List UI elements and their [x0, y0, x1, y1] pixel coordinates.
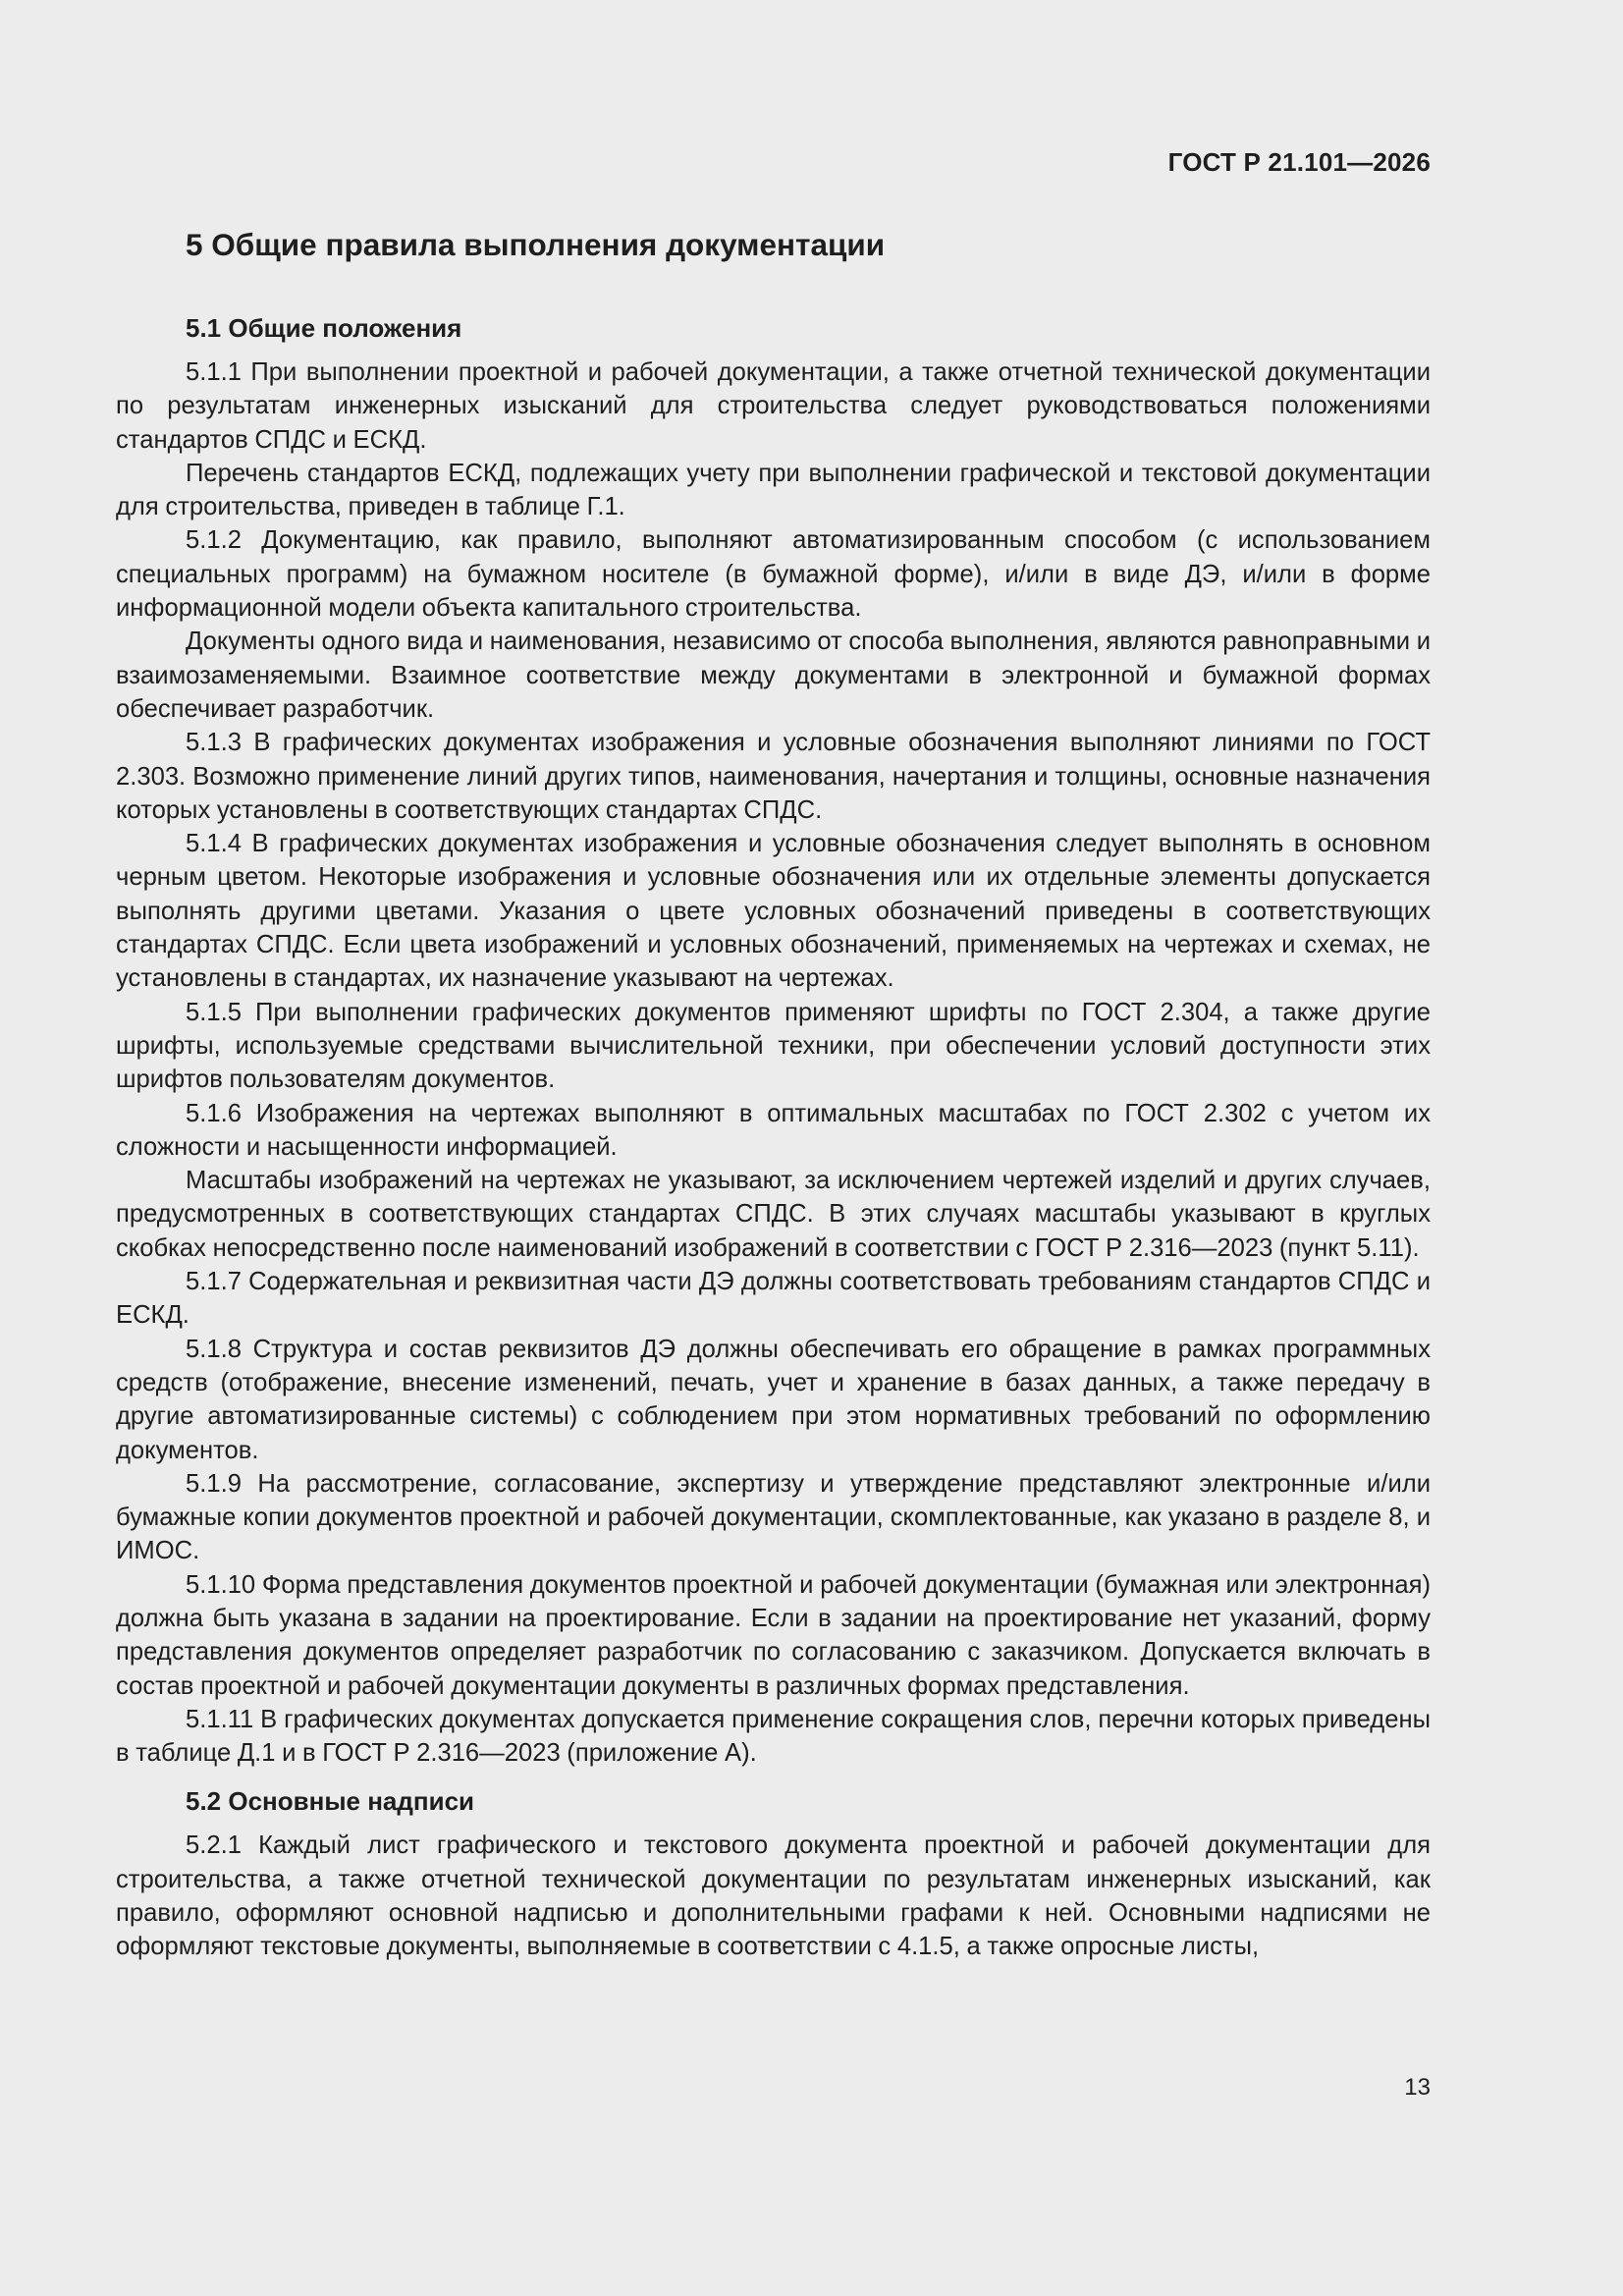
- paragraph-5-1-5: 5.1.5 При выполнении графических документов применяют шрифты по ГОСТ 2.304, а также другие шрифты, используемые средствами вычислительной техники, при обеспечении условий доступности этих шрифтов пользователям документов.: [116, 998, 1431, 1094]
- subsection-title-general: 5.1 Общие положения: [186, 313, 462, 343]
- paragraph-equivalence: Документы одного вида и наименования, независимо от способа выполнения, являются равноправными и взаимозаменяемыми. Взаимное соответствие между документами в электронной и бумажной формах обеспечивает разработчик.: [116, 628, 1431, 723]
- paragraph-5-1-8: 5.1.8 Структура и состав реквизитов ДЭ должны обеспечивать его обращение в рамках программных средств (отображение, внесение изменений, печать, учет и хранение в базах данных, а также передачу в другие автоматизированные системы) с соблюдением при этом нормативных требований по оформлению документов.: [116, 1335, 1431, 1464]
- section-title: 5 Общие правила выполнения документации: [186, 227, 886, 262]
- paragraph-5-1-3: 5.1.3 В графических документах изображения и условные обозначения выполняют линиями по ГОСТ 2.303. Возможно применение линий других типов, наименования, начертания и толщины, основные назначения которых установлены в соответствующих стандартах СПДС.: [116, 729, 1431, 824]
- paragraph-5-1-9: 5.1.9 На рассмотрение, согласование, экспертизу и утверждение представляют электронные и/или бумажные копии документов проектной и рабочей документации, скомплектованные, как указано в разделе 8, и ИМОС.: [116, 1469, 1431, 1565]
- paragraph-5-1-10: 5.1.10 Форма представления документов проектной и рабочей документации (бумажная или электронная) должна быть указана в задании на проектирование. Если в задании на проектирование нет указаний, форму представления документов определяет разработчик по согласованию с заказчиком. Допускается включать в состав проектной и рабочей документации документы в различных формах представления.: [116, 1570, 1431, 1700]
- document-code-header: ГОСТ Р 21.101—2026: [1167, 147, 1431, 177]
- paragraph-5-1-7: 5.1.7 Содержательная и реквизитная части ДЭ должны соответствовать требованиям стандартов СПДС и ЕСКД.: [116, 1268, 1431, 1330]
- paragraph-eskd-list: Перечень стандартов ЕСКД, подлежащих учету при выполнении графической и текстовой документации для строительства, приведен в таблице Г.1.: [116, 459, 1431, 521]
- paragraph-5-1-11: 5.1.11 В графических документах допускается применение сокращения слов, перечни которых приведены в таблице Д.1 и в ГОСТ Р 2.316—2023 (приложение А).: [116, 1705, 1431, 1768]
- paragraph-scales: Масштабы изображений на чертежах не указывают, за исключением чертежей изделий и других случаев, предусмотренных в соответствующих стандартах СПДС. В этих случаях масштабы указывают в круглых скобках непосредственно после наименований изображений в соответствии с ГОСТ Р 2.316—2023 (пункт 5.11).: [116, 1167, 1431, 1262]
- paragraph-5-2-1: 5.2.1 Каждый лист графического и текстового документа проектной и рабочей документации для строительства, а также отчетной технической документации по результатам инженерных изысканий, как правило, оформляют основной надписью и дополнительными графами к ней. Основными надписями не оформляют текстовые документы, выполняемые в соответствии с 4.1.5, а также опросные листы,: [116, 1831, 1431, 1961]
- paragraph-5-1-2: 5.1.2 Документацию, как правило, выполняют автоматизированным способом (с использованием специальных программ) на бумажном носителе (в бумажной форме), и/или в виде ДЭ, и/или в форме информационной модели объекта капитального строительства.: [116, 526, 1431, 623]
- paragraph-5-1-1: 5.1.1 При выполнении проектной и рабочей документации, а также отчетной технической документации по результатам инженерных изысканий для строительства следует руководствоваться положениями стандартов СПДС и ЕСКД.: [116, 358, 1431, 454]
- page-number: 13: [1404, 2074, 1431, 2101]
- subsection-title-title-blocks: 5.2 Основные надписи: [186, 1786, 475, 1817]
- document-body: [116, 222, 1431, 1964]
- paragraph-5-1-4: 5.1.4 В графических документах изображения и условные обозначения следует выполнять в основном черным цветом. Некоторые изображения и условные обозначения или их отдельные элементы допускается выполнять другими цветами. Указания о цвете условных обозначений приведены в соответствующих стандартах СПДС. Если цвета изображений и условных обозначений, применяемых на чертежах и схемах, не установлены в стандартах, их назначение указывают на чертежах.: [116, 830, 1431, 993]
- paragraph-5-1-6: 5.1.6 Изображения на чертежах выполняют в оптимальных масштабах по ГОСТ 2.302 с учетом их сложности и насыщенности информацией.: [116, 1099, 1431, 1161]
